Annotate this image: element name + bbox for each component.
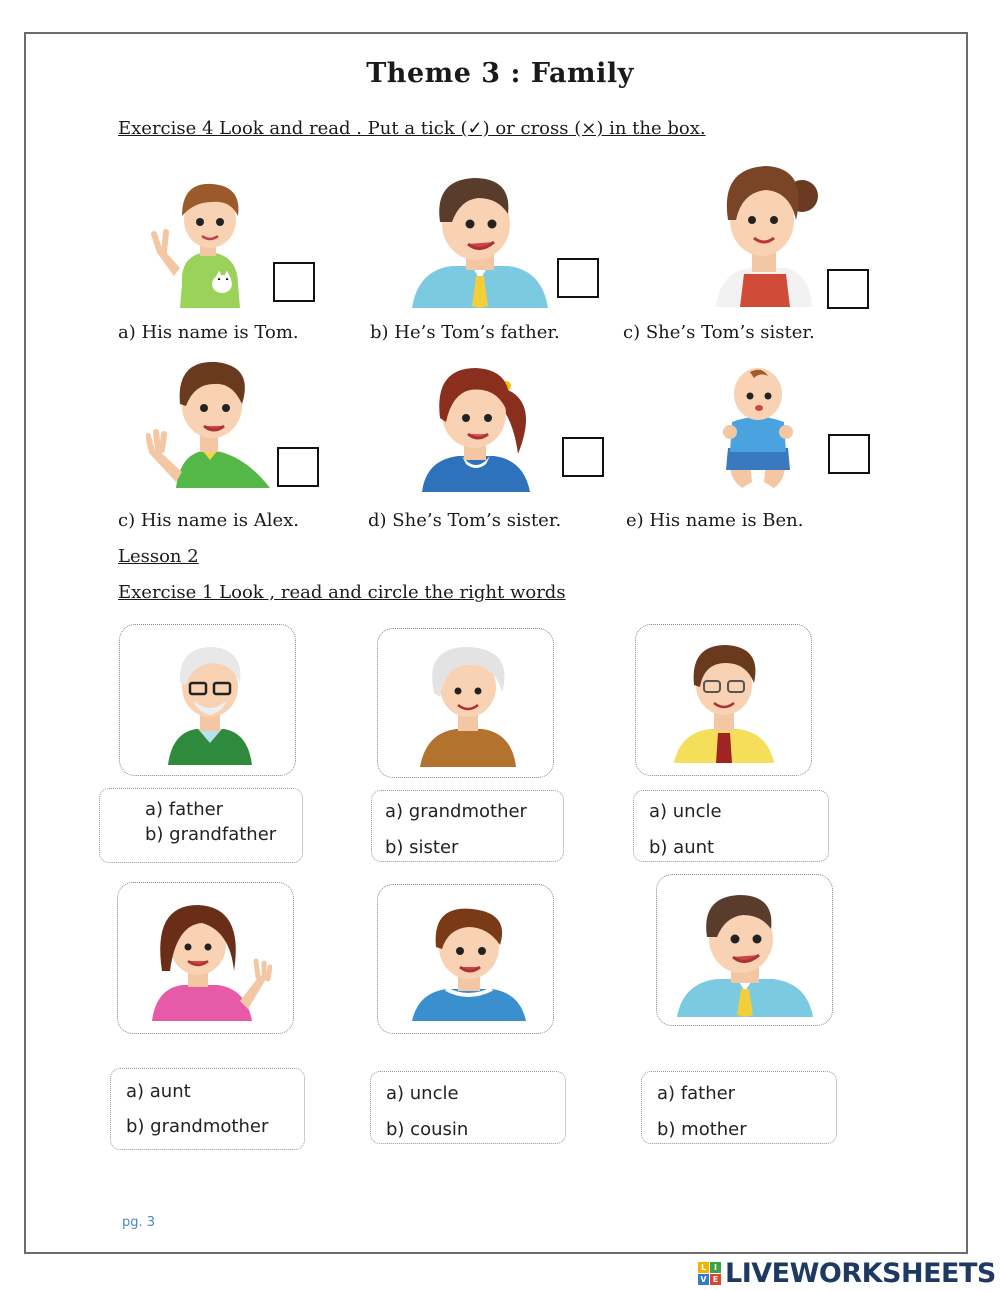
option-3b[interactable]: b) aunt — [649, 837, 715, 858]
options-box-6 — [641, 1071, 837, 1144]
father-icon — [412, 172, 548, 308]
liveworksheets-logo[interactable] — [698, 1258, 996, 1289]
tick-box-c[interactable] — [827, 269, 869, 309]
aunt-waving-icon — [148, 901, 272, 1021]
options-box-2 — [371, 790, 564, 862]
picture-card-4 — [117, 882, 294, 1034]
tick-box-a[interactable] — [273, 262, 315, 302]
options-box-4 — [110, 1068, 305, 1150]
options-box-1 — [99, 788, 303, 863]
brand-wordmark: LIVEWORKSHEETS — [725, 1258, 996, 1289]
grandfather-icon — [164, 643, 256, 765]
exercise-4-sentence-b: b) He’s Tom’s father. — [370, 322, 560, 343]
lesson-heading: Lesson 2 — [118, 546, 199, 567]
exercise-4-sentence-c: c) She’s Tom’s sister. — [623, 322, 815, 343]
picture-card-6 — [656, 874, 833, 1026]
tick-box-b[interactable] — [557, 258, 599, 298]
picture-card-3 — [635, 624, 812, 776]
option-1b[interactable]: b) grandfather — [145, 824, 277, 845]
tick-box-f[interactable] — [828, 434, 870, 474]
exercise-4-sentence-e: d) She’s Tom’s sister. — [368, 510, 562, 531]
option-1a[interactable]: a) father — [145, 799, 224, 820]
page-title: Theme 3 : Family — [366, 58, 634, 89]
option-6a[interactable]: a) father — [657, 1083, 736, 1104]
logo-blocks-icon: L I V E — [698, 1262, 721, 1285]
option-5b[interactable]: b) cousin — [386, 1119, 469, 1140]
page-number: pg. 3 — [122, 1215, 156, 1230]
boy-waving-icon — [146, 356, 270, 488]
tick-box-e[interactable] — [562, 437, 604, 477]
exercise-4-sentence-d: c) His name is Alex. — [118, 510, 300, 531]
boy-waving-peace-icon — [150, 172, 260, 310]
exercise-4-sentence-a: a) His name is Tom. — [118, 322, 299, 343]
option-4a[interactable]: a) aunt — [126, 1081, 191, 1102]
baby-icon — [718, 366, 798, 492]
option-2b[interactable]: b) sister — [385, 837, 459, 858]
picture-card-5 — [377, 884, 554, 1034]
exercise-1-heading: Exercise 1 Look , read and circle the right words — [118, 582, 566, 603]
options-box-3 — [633, 790, 829, 862]
girl-ponytail-icon — [418, 364, 532, 492]
options-box-5 — [370, 1071, 566, 1144]
picture-card-1 — [119, 624, 296, 776]
father-icon — [677, 891, 813, 1017]
exercise-4-heading: Exercise 4 Look and read . Put a tick (✓) or cross (×) in the box. — [118, 118, 706, 139]
uncle-glasses-icon — [674, 641, 774, 763]
option-2a[interactable]: a) grandmother — [385, 801, 527, 822]
option-5a[interactable]: a) uncle — [386, 1083, 459, 1104]
picture-card-2 — [377, 628, 554, 778]
tick-box-d[interactable] — [277, 447, 319, 487]
cousin-boy-icon — [412, 905, 526, 1021]
option-3a[interactable]: a) uncle — [649, 801, 722, 822]
option-4b[interactable]: b) grandmother — [126, 1116, 269, 1137]
option-6b[interactable]: b) mother — [657, 1119, 747, 1140]
grandmother-icon — [418, 643, 518, 767]
exercise-4-sentence-f: e) His name is Ben. — [626, 510, 804, 531]
mother-icon — [706, 162, 822, 307]
